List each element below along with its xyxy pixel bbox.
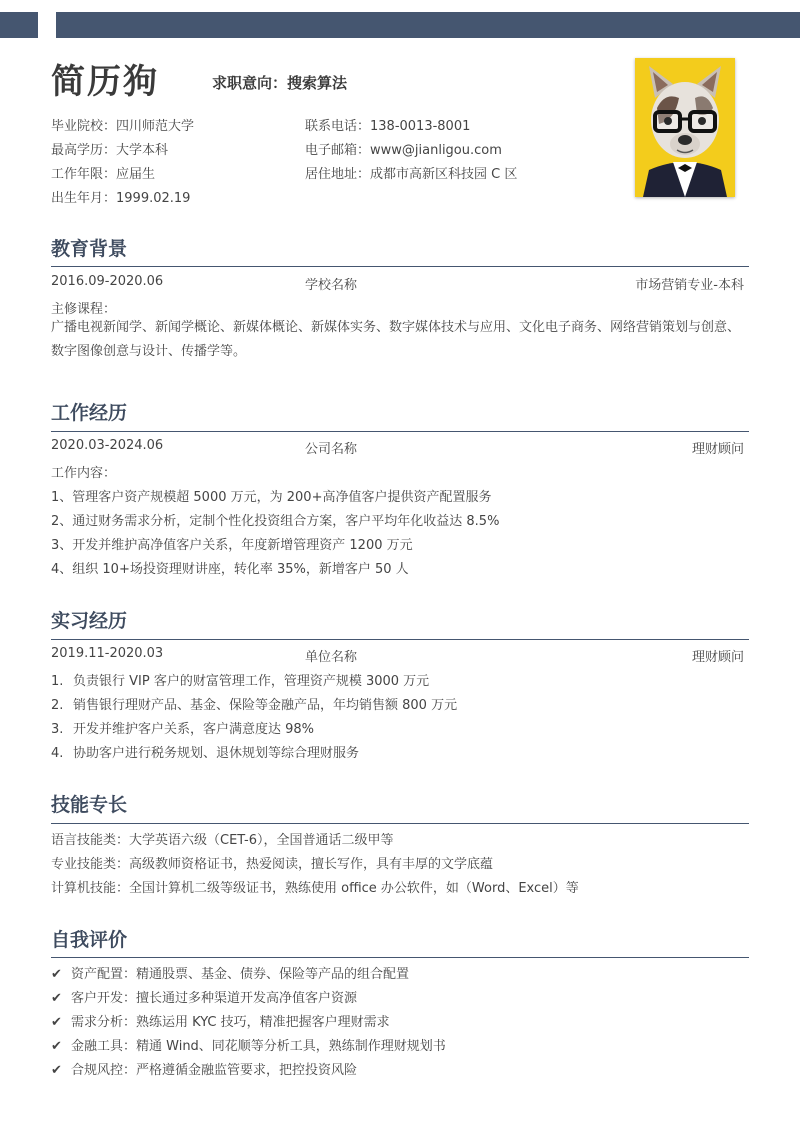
check-icon: ✔: [51, 1015, 62, 1030]
work-company: 公司名称: [305, 442, 358, 457]
info-degree: 最高学历：大学本科: [51, 143, 169, 158]
list-text: 需求分析：熟练运用 KYC 技巧，精准把握客户理财需求: [71, 1015, 390, 1030]
list-text: 资产配置：精通股票、基金、债券、保险等产品的组合配置: [71, 967, 410, 982]
check-icon: ✔: [51, 991, 62, 1006]
list-item: [51, 694, 457, 713]
internship-date: 2019.11-2020.03: [51, 646, 164, 661]
list-text: 开发并维护客户关系，客户满意度达 98%: [73, 722, 315, 737]
job-intent: 求职意向：搜索算法: [212, 74, 348, 92]
courses-text: 广播电视新闻学、新闻学概论、新媒体概论、新媒体实务、数字媒体技术与应用、文化电子商务、网络营销策划与创意、数字图像创意与设计、传播学等。: [51, 320, 741, 359]
dog-portrait-image: [635, 58, 735, 197]
work-content-label: 工作内容：: [51, 466, 117, 481]
info-email: 电子邮箱：www@jianligou.com: [305, 143, 502, 158]
list-item: [51, 742, 359, 761]
internship-role: 理财顾问: [691, 650, 744, 665]
section-title-education: 教育背景: [51, 238, 128, 260]
section-divider: [51, 957, 749, 958]
courses-label: 主修课程：: [51, 302, 117, 317]
work-header-row: [51, 438, 749, 456]
education-school: 学校名称: [305, 278, 358, 293]
check-icon: ✔: [51, 967, 62, 982]
list-number: 4.: [51, 746, 64, 761]
info-phone: 联系电话：138-0013-8001: [305, 119, 471, 134]
internship-header-row: [51, 646, 749, 664]
list-item: [51, 670, 429, 689]
info-years: 工作年限：应届生: [51, 167, 156, 182]
list-number: 3.: [51, 722, 64, 737]
list-text: 金融工具：精通 Wind、同花顺等分析工具，熟练制作理财规划书: [71, 1039, 446, 1054]
header-bar: [56, 12, 800, 38]
section-divider: [51, 639, 749, 640]
section-divider: [51, 823, 749, 824]
list-item: [51, 718, 314, 737]
candidate-name: 简历狗: [51, 62, 159, 102]
list-number: 2.: [51, 698, 64, 713]
list-item: 1、管理客户资产规模超 5000 万元，为 200+高净值客户提供资产配置服务: [51, 490, 492, 505]
section-title-self-evaluation: 自我评价: [51, 929, 128, 951]
list-number: 1.: [51, 674, 64, 689]
internship-org: 单位名称: [305, 650, 358, 665]
list-item: 语言技能类：大学英语六级（CET-6），全国普通话二级甲等: [51, 833, 394, 848]
list-item: [51, 1035, 446, 1054]
info-address: 居住地址：成都市高新区科技园 C 区: [305, 167, 518, 182]
list-item: [51, 1011, 390, 1030]
list-item: 2、通过财务需求分析，定制个性化投资组合方案，客户平均年化收益达 8.5%: [51, 514, 500, 529]
section-title-internship: 实习经历: [51, 610, 128, 632]
list-text: 负责银行 VIP 客户的财富管理工作，管理资产规模 3000 万元: [73, 674, 430, 689]
check-icon: ✔: [51, 1063, 62, 1078]
list-item: [51, 1059, 357, 1078]
section-divider: [51, 431, 749, 432]
header-bar-left: [0, 12, 38, 38]
section-title-work: 工作经历: [51, 402, 128, 424]
list-item: 3、开发并维护高净值客户关系，年度新增管理资产 1200 万元: [51, 538, 413, 553]
info-birth: 出生年月：1999.02.19: [51, 191, 191, 206]
education-major: 市场营销专业-本科: [635, 278, 744, 293]
work-role: 理财顾问: [691, 442, 744, 457]
list-item: 4、组织 10+场投资理财讲座，转化率 35%，新增客户 50 人: [51, 562, 409, 577]
work-date: 2020.03-2024.06: [51, 438, 164, 453]
section-title-skills: 技能专长: [51, 794, 128, 816]
section-divider: [51, 266, 749, 267]
check-icon: ✔: [51, 1039, 62, 1054]
list-item: [51, 987, 357, 1006]
list-text: 销售银行理财产品、基金、保险等金融产品，年均销售额 800 万元: [73, 698, 458, 713]
info-school: 毕业院校：四川师范大学: [51, 119, 195, 134]
list-item: [51, 963, 409, 982]
education-header-row: [51, 274, 749, 292]
list-text: 合规风控：严格遵循金融监管要求，把控投资风险: [71, 1063, 358, 1078]
education-date: 2016.09-2020.06: [51, 274, 164, 289]
list-item: 计算机技能：全国计算机二级等级证书，熟练使用 office 办公软件，如（Word、Excel）等: [51, 881, 579, 896]
profile-photo: [635, 58, 735, 197]
list-item: 专业技能类：高级教师资格证书，热爱阅读，擅长写作，具有丰厚的文学底蕴: [51, 857, 494, 872]
list-text: 协助客户进行税务规划、退休规划等综合理财服务: [73, 746, 360, 761]
list-text: 客户开发：擅长通过多种渠道开发高净值客户资源: [71, 991, 358, 1006]
